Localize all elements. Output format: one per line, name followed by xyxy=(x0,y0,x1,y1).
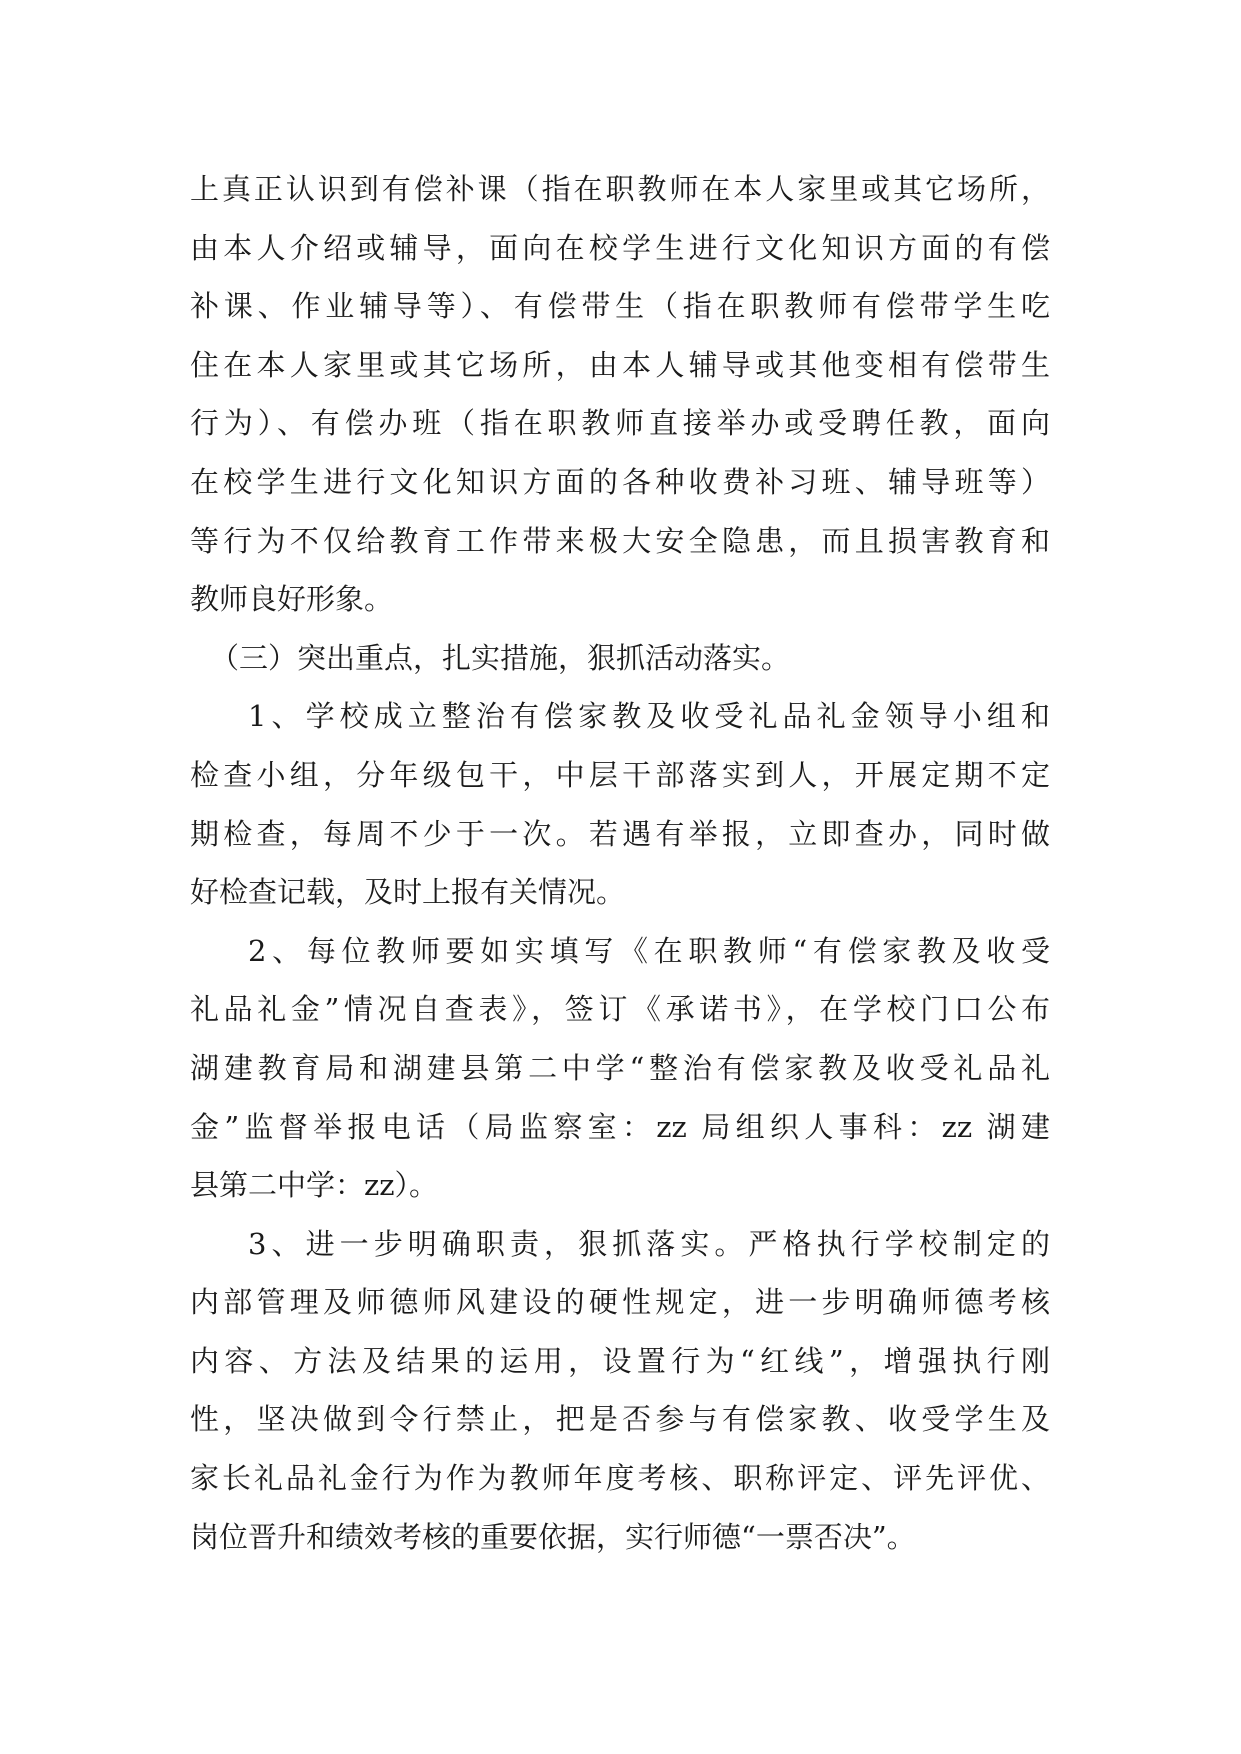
text-line: 教师良好形象。 xyxy=(190,582,394,617)
text-line: 金”监督举报电话（局监察室：zz 局组织人事科：zz 湖建 xyxy=(190,1109,1050,1144)
text-line: 性，坚决做到令行禁止，把是否参与有偿家教、收受学生及 xyxy=(190,1402,1050,1437)
text-line: 县第二中学：zz）。 xyxy=(190,1168,439,1203)
document-body xyxy=(190,160,1050,1566)
paragraph-start: 2、每位教师要如实填写《在职教师“有偿家教及收受 xyxy=(248,933,1050,968)
text-line: 岗位晋升和绩效考核的重要依据，实行师德“一票否决”。 xyxy=(190,1519,916,1554)
text-line: 行为）、有偿办班（指在职教师直接举办或受聘任教，面向 xyxy=(190,406,1050,441)
text-line: 住在本人家里或其它场所，由本人辅导或其他变相有偿带生 xyxy=(190,347,1050,382)
text-line: 等行为不仅给教育工作带来极大安全隐患，而且损害教育和 xyxy=(190,523,1050,558)
text-line: 上真正认识到有偿补课（指在职教师在本人家里或其它场所， xyxy=(190,172,1050,206)
text-line: 期检查，每周不少于一次。若遇有举报，立即查办，同时做 xyxy=(190,816,1050,851)
text-line: 在校学生进行文化知识方面的各种收费补习班、辅导班等） xyxy=(190,464,1050,499)
section-heading: （三）突出重点，扎实措施，狠抓活动落实。 xyxy=(210,640,791,675)
text-line: 补课、作业辅导等）、有偿带生（指在职教师有偿带学生吃 xyxy=(190,289,1050,324)
text-line: 好检查记载，及时上报有关情况。 xyxy=(190,875,626,910)
text-line: 礼品礼金”情况自查表》，签订《承诺书》，在学校门口公布 xyxy=(190,992,1050,1027)
text-line: 家长礼品礼金行为作为教师年度考核、职称评定、评先评优、 xyxy=(190,1461,1050,1496)
text-line: 检查小组，分年级包干，中层干部落实到人，开展定期不定 xyxy=(190,757,1050,792)
text-line: 内部管理及师德师风建设的硬性规定，进一步明确师德考核 xyxy=(190,1285,1050,1320)
text-line: 湖建教育局和湖建县第二中学“整治有偿家教及收受礼品礼 xyxy=(190,1050,1050,1085)
text-line: 由本人介绍或辅导，面向在校学生进行文化知识方面的有偿 xyxy=(190,230,1050,265)
paragraph-start: 1、学校成立整治有偿家教及收受礼品礼金领导小组和 xyxy=(248,699,1050,734)
text-line: 内容、方法及结果的运用，设置行为“红线”，增强执行刚 xyxy=(190,1343,1050,1378)
paragraph-start: 3、进一步明确职责，狠抓落实。严格执行学校制定的 xyxy=(248,1226,1050,1261)
